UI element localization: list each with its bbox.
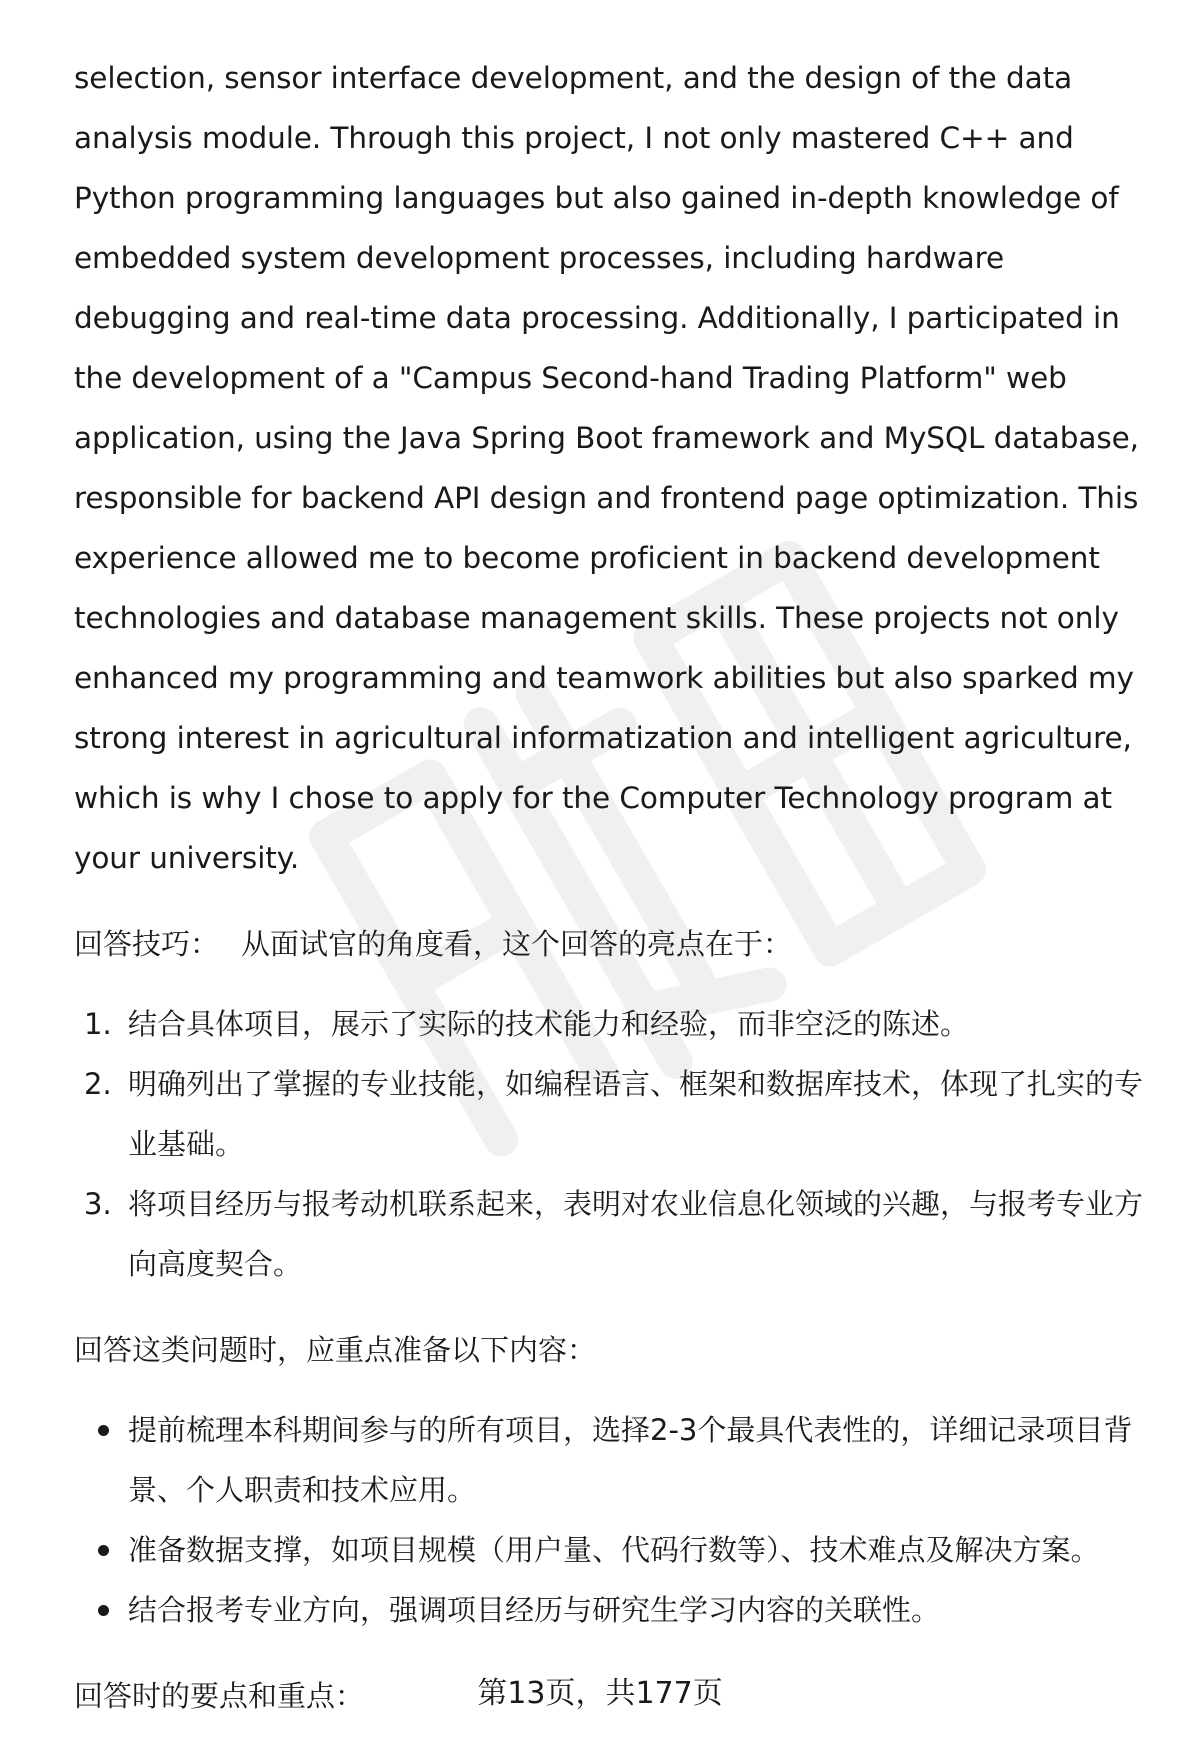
list-item-text: 准备数据支撑，如项目规模（用户量、代码行数等）、技术难点及解决方案。 bbox=[128, 1533, 1100, 1567]
list-item-text: 结合报考专业方向，强调项目经历与研究生学习内容的关联性。 bbox=[128, 1593, 941, 1627]
content-area bbox=[74, 48, 1154, 1726]
highlights-list bbox=[74, 994, 1154, 1294]
list-item bbox=[74, 1580, 1154, 1640]
prep-list bbox=[74, 1400, 1154, 1640]
list-item-text: 提前梳理本科期间参与的所有项目，选择2-3个最具代表性的，详细记录项目背景、个人职责和技术应用。 bbox=[128, 1413, 1133, 1507]
list-item-text: 结合具体项目，展示了实际的技术能力和经验，而非空泛的陈述。 bbox=[128, 1007, 970, 1041]
answer-tip-text: 从面试官的角度看，这个回答的亮点在于： bbox=[241, 927, 793, 961]
body-paragraph: selection, sensor interface development, and the design of the data analysis module. Through this project, I not only mastered C++ and Python programming languages but also gained in-depth knowledge of embedded system development processes, including hardware debugging and real-time data processing. Additionally, I participated in the development of a "Campus Second-hand Trading Platform" web application, using the Java Spring Boot framework and MySQL database, responsible for backend API design and frontend page optimization. This experience allowed me to become proficient in backend development technologies and database management skills. These projects not only enhanced my programming and teamwork abilities but also sparked my strong interest in agricultural informatization and intelligent agriculture, which is why I chose to apply for the Computer Technology program at your university. bbox=[74, 61, 1139, 875]
page-footer: 第13页，共177页 bbox=[477, 1676, 723, 1711]
list-item-text: 明确列出了掌握的专业技能，如编程语言、框架和数据库技术，体现了扎实的专业基础。 bbox=[128, 1067, 1144, 1161]
answer-tip-label: 回答技巧： bbox=[74, 927, 220, 961]
list-item bbox=[74, 1054, 1154, 1174]
list-item-number: 1. bbox=[84, 1007, 112, 1041]
bullet-icon bbox=[98, 1605, 109, 1616]
list-item-number: 2. bbox=[84, 1067, 112, 1101]
list-item-text: 将项目经历与报考动机联系起来，表明对农业信息化领域的兴趣，与报考专业方向高度契合。 bbox=[128, 1187, 1144, 1281]
list-item bbox=[74, 1400, 1154, 1520]
list-item-number: 3. bbox=[84, 1187, 112, 1221]
bullet-icon bbox=[98, 1545, 109, 1556]
list-item bbox=[74, 994, 1154, 1054]
list-item bbox=[74, 1520, 1154, 1580]
list-item bbox=[74, 1174, 1154, 1294]
key-points-heading: 回答时的要点和重点： bbox=[74, 1679, 365, 1713]
prep-heading: 回答这类问题时，应重点准备以下内容： bbox=[74, 1333, 597, 1367]
bullet-icon bbox=[98, 1425, 109, 1436]
answer-tip bbox=[74, 914, 1154, 974]
